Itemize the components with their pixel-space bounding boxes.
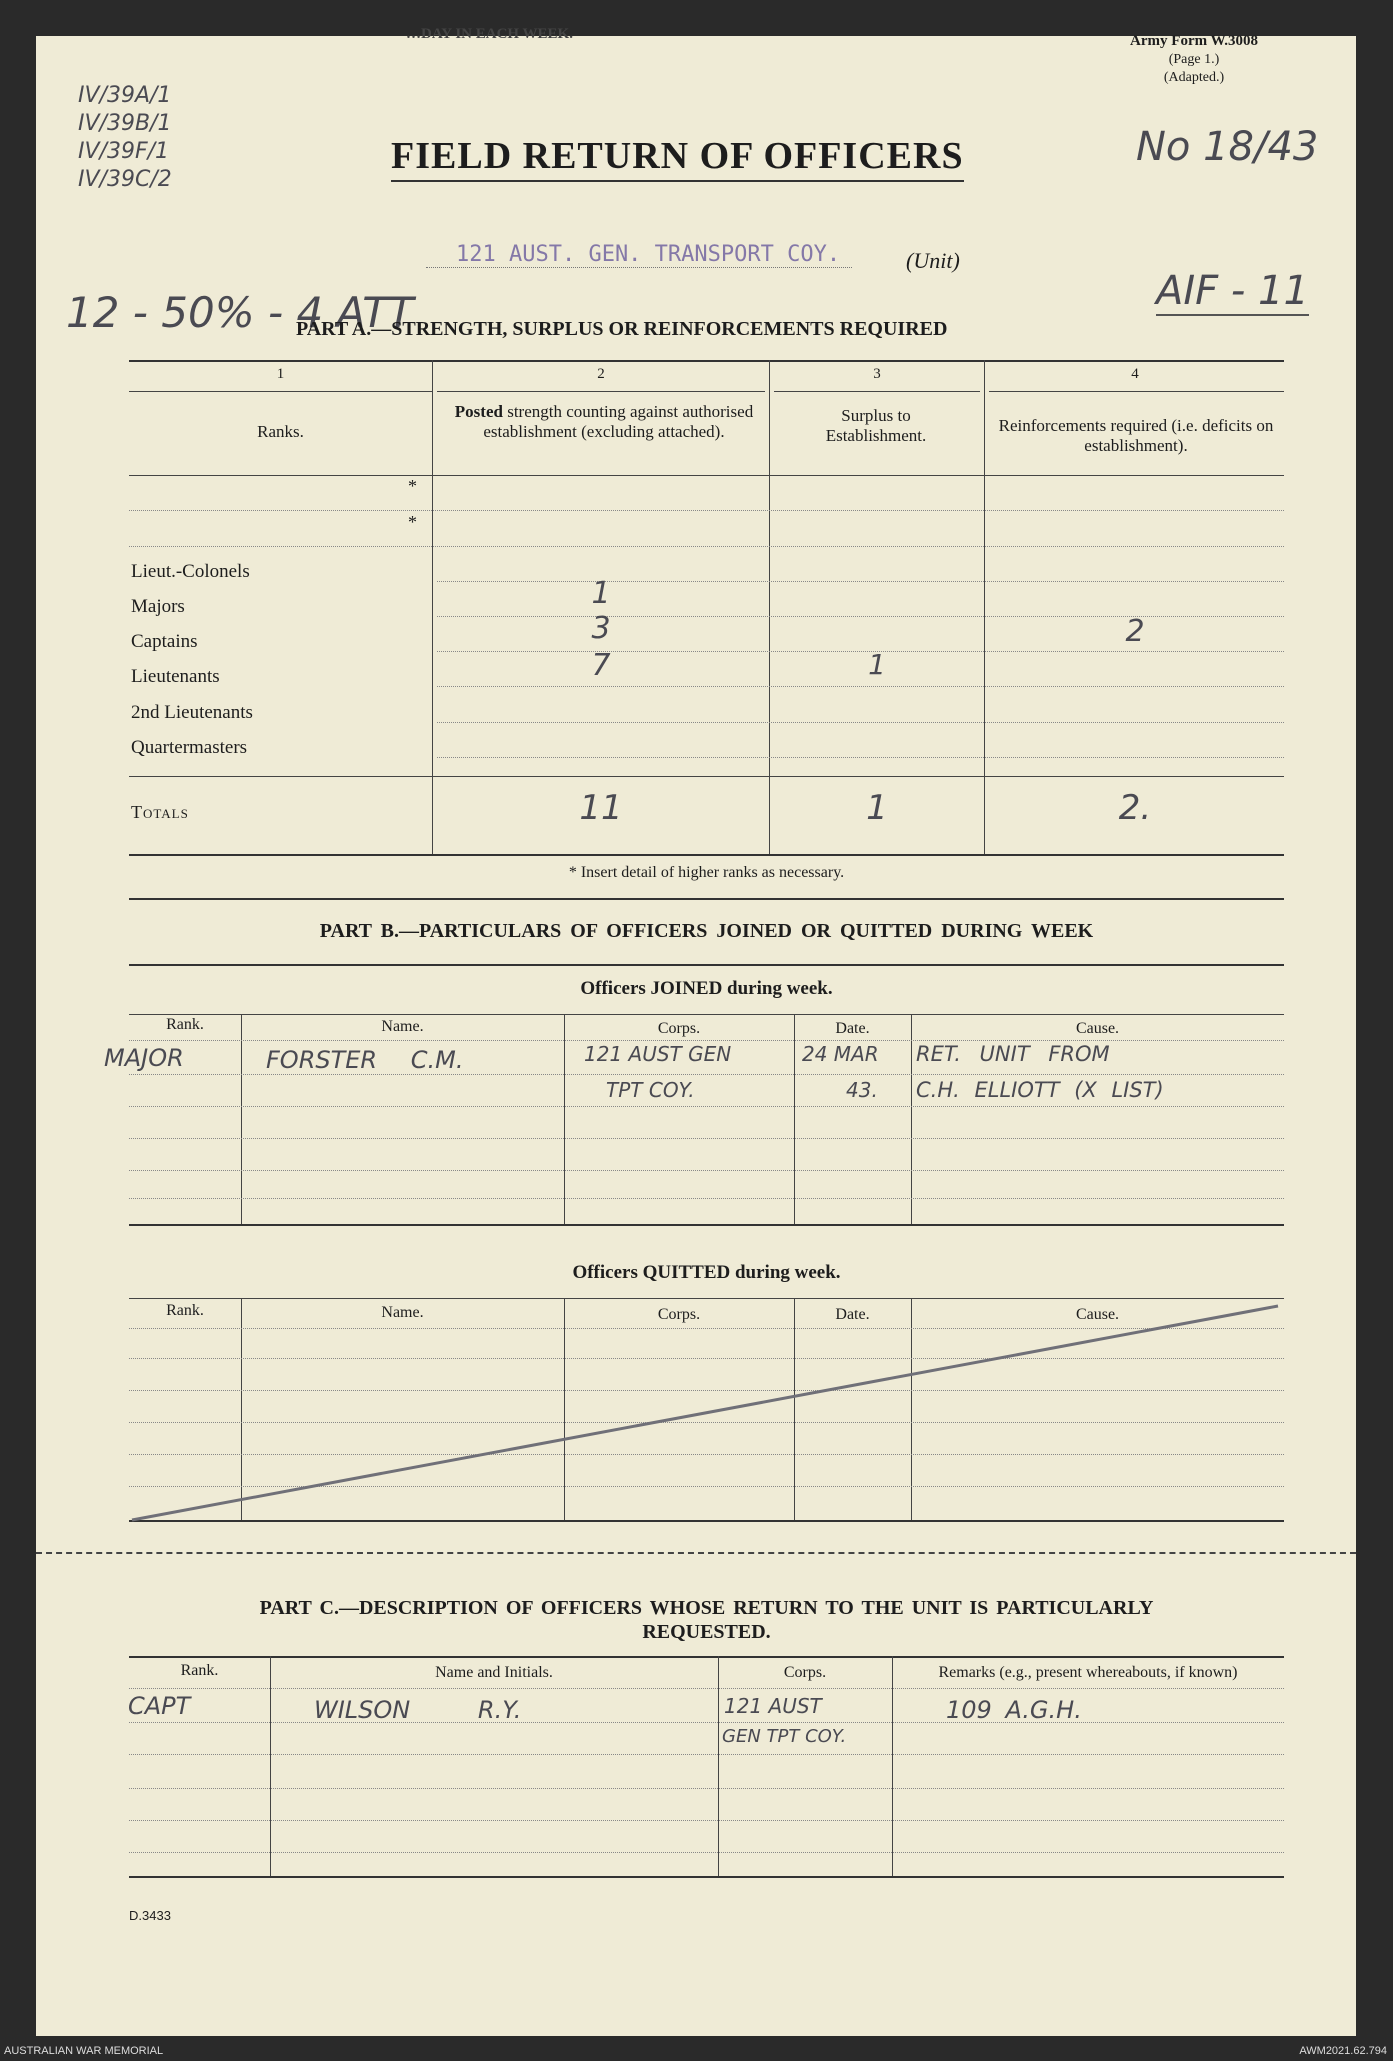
part-c-corps-line2: GEN TPT COY. <box>722 1726 847 1747</box>
quitted-col-corps: Corps. <box>657 1306 701 1323</box>
ref-line: IV/39B/1 <box>78 111 172 136</box>
rank-majors: Majors <box>131 596 185 617</box>
footer-accession: AWM2021.62.794 <box>1299 2045 1387 2057</box>
unit-label: (Unit) <box>906 248 960 273</box>
col-number-1: 1 <box>276 366 285 382</box>
tear-line <box>36 1552 1356 1554</box>
part-c-remarks-value: 109 A.G.H. <box>946 1696 1082 1724</box>
joined-col-name: Name. <box>381 1018 424 1035</box>
joined-col-cause: Cause. <box>1075 1020 1120 1037</box>
top-strip-text: …DAY IN EACH WEEK. <box>406 26 573 42</box>
col-number-4: 4 <box>1131 366 1139 382</box>
part-c-title <box>129 1596 1284 1644</box>
part-c-name-value: WILSON R.Y. <box>314 1696 522 1724</box>
quitted-col-name: Name. <box>381 1304 424 1321</box>
part-c-col-rank: Rank. <box>180 1662 219 1679</box>
col2-header-bold: Posted <box>454 402 503 421</box>
quitted-col-cause: Cause. <box>1075 1306 1120 1323</box>
col3-header: Surplus to Establishment. <box>825 406 927 445</box>
part-c-col-corps: Corps. <box>783 1664 827 1681</box>
dotted-rule <box>129 1820 1284 1821</box>
unit-stamp: 121 AUST. GEN. TRANSPORT COY. <box>426 242 852 268</box>
ref-line: IV/39F/1 <box>78 139 170 164</box>
joined-date-line2: 43. <box>846 1078 878 1102</box>
posted-lieutenants: 7 <box>591 648 611 683</box>
col-number-2: 2 <box>597 366 605 382</box>
posted-majors: 1 <box>591 576 611 611</box>
handwritten-number: No 18/43 <box>1136 124 1319 170</box>
asterisk-1: * <box>408 476 417 496</box>
joined-date-line1: 24 MAR <box>802 1042 879 1066</box>
totals-label: Totals <box>131 802 189 822</box>
totals-posted: 11 <box>579 788 623 828</box>
form-name: Army Form W.3008 <box>1130 33 1258 49</box>
totals-reinf: 2. <box>1118 788 1152 828</box>
dotted-rule <box>129 1754 1284 1755</box>
joined-corps-line2: TPT COY. <box>606 1078 695 1102</box>
joined-col-rank: Rank. <box>166 1016 204 1033</box>
col2-header-rest: strength counting against authorised establishment (excluding attached). <box>483 402 754 441</box>
form-page: (Page 1.) <box>1168 52 1220 67</box>
dotted-rule <box>129 1688 1284 1689</box>
col-number-3: 3 <box>873 366 881 382</box>
col4-header: Reinforcements required (i.e. deficits on establishment). <box>998 416 1274 455</box>
joined-col-date: Date. <box>835 1020 870 1037</box>
ref-line: IV/39C/2 <box>78 167 172 192</box>
rank-lieut-colonels: Lieut.-Colonels <box>131 561 250 582</box>
col1-header: Ranks. <box>257 422 304 441</box>
part-b-title: PART B.—PARTICULARS OF OFFICERS JOINED OR QUITTED DURING WEEK <box>319 920 1094 942</box>
part-c-rank-value: CAPT <box>128 1692 191 1720</box>
part-a-title: PART A.—STRENGTH, SURPLUS OR REINFORCEMENTS REQUIRED <box>296 318 948 340</box>
asterisk-2: * <box>408 512 417 532</box>
rank-quartermasters: Quartermasters <box>131 737 248 758</box>
col-divider <box>892 1656 893 1876</box>
ref-line: IV/39A/1 <box>78 83 172 108</box>
form-adapted: (Adapted.) <box>1163 70 1225 85</box>
part-c-col-name: Name and Initials. <box>435 1664 553 1681</box>
footer-institution: AUSTRALIAN WAR MEMORIAL <box>4 2045 164 2057</box>
form-title: FIELD RETURN OF OFFICERS <box>391 134 964 182</box>
dotted-rule <box>129 1722 1284 1723</box>
joined-cause-line1: RET. UNIT FROM <box>916 1042 1110 1066</box>
quitted-title: Officers QUITTED during week. <box>572 1262 841 1283</box>
joined-title: Officers JOINED during week. <box>580 978 833 999</box>
totals-surplus: 1 <box>866 788 888 828</box>
handwritten-aif: AIF - 11 <box>1156 268 1309 314</box>
strike-through-line <box>36 36 1356 2036</box>
rank-lieutenants: Lieutenants <box>131 666 220 687</box>
part-c-title-line2: REQUESTED. <box>642 1621 771 1643</box>
joined-rank-value: MAJOR <box>104 1044 184 1072</box>
quitted-col-date: Date. <box>835 1306 870 1323</box>
quitted-col-rank: Rank. <box>166 1302 204 1319</box>
form-page <box>36 26 1356 2036</box>
handwritten-count: 12 - 50% - 4 ATT <box>66 288 414 337</box>
surplus-lieutenants: 1 <box>868 648 886 681</box>
joined-cause-line2: C.H. ELLIOTT (X LIST) <box>916 1078 1164 1102</box>
joined-col-corps: Corps. <box>657 1020 701 1037</box>
reinf-captains: 2 <box>1125 614 1145 649</box>
part-a-footnote: * Insert detail of higher ranks as necessary. <box>568 864 845 881</box>
col-divider <box>718 1656 719 1876</box>
joined-name-value: FORSTER C.M. <box>266 1046 464 1074</box>
dotted-rule <box>129 1788 1284 1789</box>
rank-captains: Captains <box>131 631 198 652</box>
form-code: D.3433 <box>129 1908 171 1923</box>
col-divider <box>270 1656 271 1876</box>
part-c-corps-line1: 121 AUST <box>724 1694 822 1718</box>
part-c-top-rule <box>129 1656 1284 1658</box>
part-c-bottom-rule <box>129 1876 1284 1878</box>
joined-corps-line1: 121 AUST GEN <box>584 1042 732 1066</box>
rank-2nd-lieutenants: 2nd Lieutenants <box>131 702 253 723</box>
dotted-rule <box>129 1852 1284 1853</box>
part-c-title-line1: PART C.—DESCRIPTION OF OFFICERS WHOSE RETURN TO THE UNIT IS PARTICULARLY <box>259 1597 1154 1619</box>
part-c-col-remarks: Remarks (e.g., present whereabouts, if known) <box>938 1664 1238 1681</box>
posted-captains: 3 <box>591 611 611 646</box>
